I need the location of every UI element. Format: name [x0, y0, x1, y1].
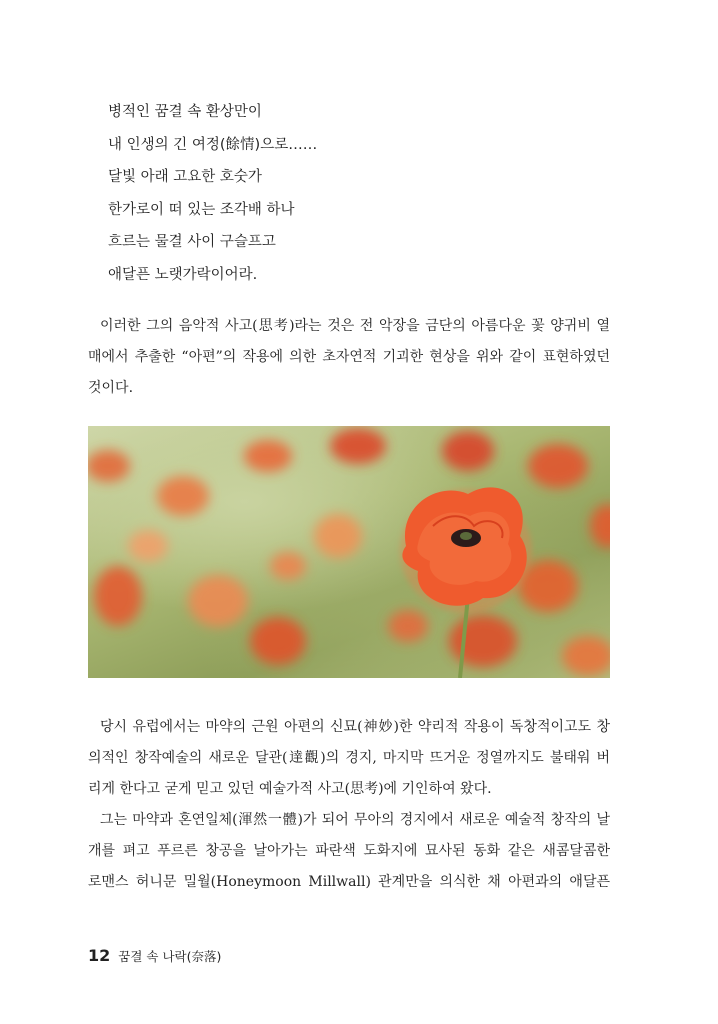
page-number: 12 [88, 946, 111, 965]
paragraph-line: 의적인 창작예술의 새로운 달관(達觀)의 경지, 마지막 뜨거운 정열까지도 불태워 버 [88, 750, 610, 766]
body-paragraph [88, 805, 610, 898]
paragraph-line: 매에서 추출한 “아편”의 작용에 의한 초자연적 기괴한 현상을 위와 같이 표현하였던 [88, 349, 610, 365]
poppy-field-photo [88, 426, 610, 678]
page-footer [88, 946, 221, 965]
poem-line: 애달픈 노랫가락이어라. [108, 266, 258, 283]
paragraph-line: 이러한 그의 음악적 사고(思考)라는 것은 전 악장을 금단의 아름다운 꽃 양귀비 열 [100, 318, 610, 334]
poem-block [108, 96, 317, 292]
body-paragraph [88, 712, 610, 805]
poem-line: 한가로이 떠 있는 조각배 하나 [108, 201, 295, 218]
poem-line: 달빛 아래 고요한 호숫가 [108, 169, 262, 186]
paragraph-line: 그는 마약과 혼연일체(渾然一體)가 되어 무아의 경지에서 새로운 예술적 창작의 날 [100, 812, 610, 828]
poem-line: 흐르는 물결 사이 구슬프고 [108, 234, 276, 251]
poem-line: 내 인생의 긴 여정(餘情)으로…… [108, 136, 318, 153]
running-title: 꿈결 속 나락(奈落) [118, 949, 222, 964]
poem-line: 병적인 꿈결 속 환상만이 [108, 104, 262, 120]
paragraph-line: 것이다. [88, 380, 134, 396]
paragraph-line: 로맨스 허니문 밀월(Honeymoon Millwall) 관계만을 의식한 채 아편과의 애달픈 [88, 874, 610, 890]
paragraph-line: 리게 한다고 굳게 믿고 있던 예술가적 사고(思考)에 기인하여 왔다. [88, 781, 492, 797]
body-paragraph [88, 311, 610, 404]
paragraph-line: 개를 펴고 푸르른 창공을 날아가는 파란색 도화지에 묘사된 동화 같은 새콤달콤한 [88, 843, 610, 859]
poppy-illustration [88, 426, 610, 678]
paragraph-line: 당시 유럽에서는 마약의 근원 아편의 신묘(神妙)한 약리적 작용이 독창적이고도 창 [100, 719, 610, 735]
